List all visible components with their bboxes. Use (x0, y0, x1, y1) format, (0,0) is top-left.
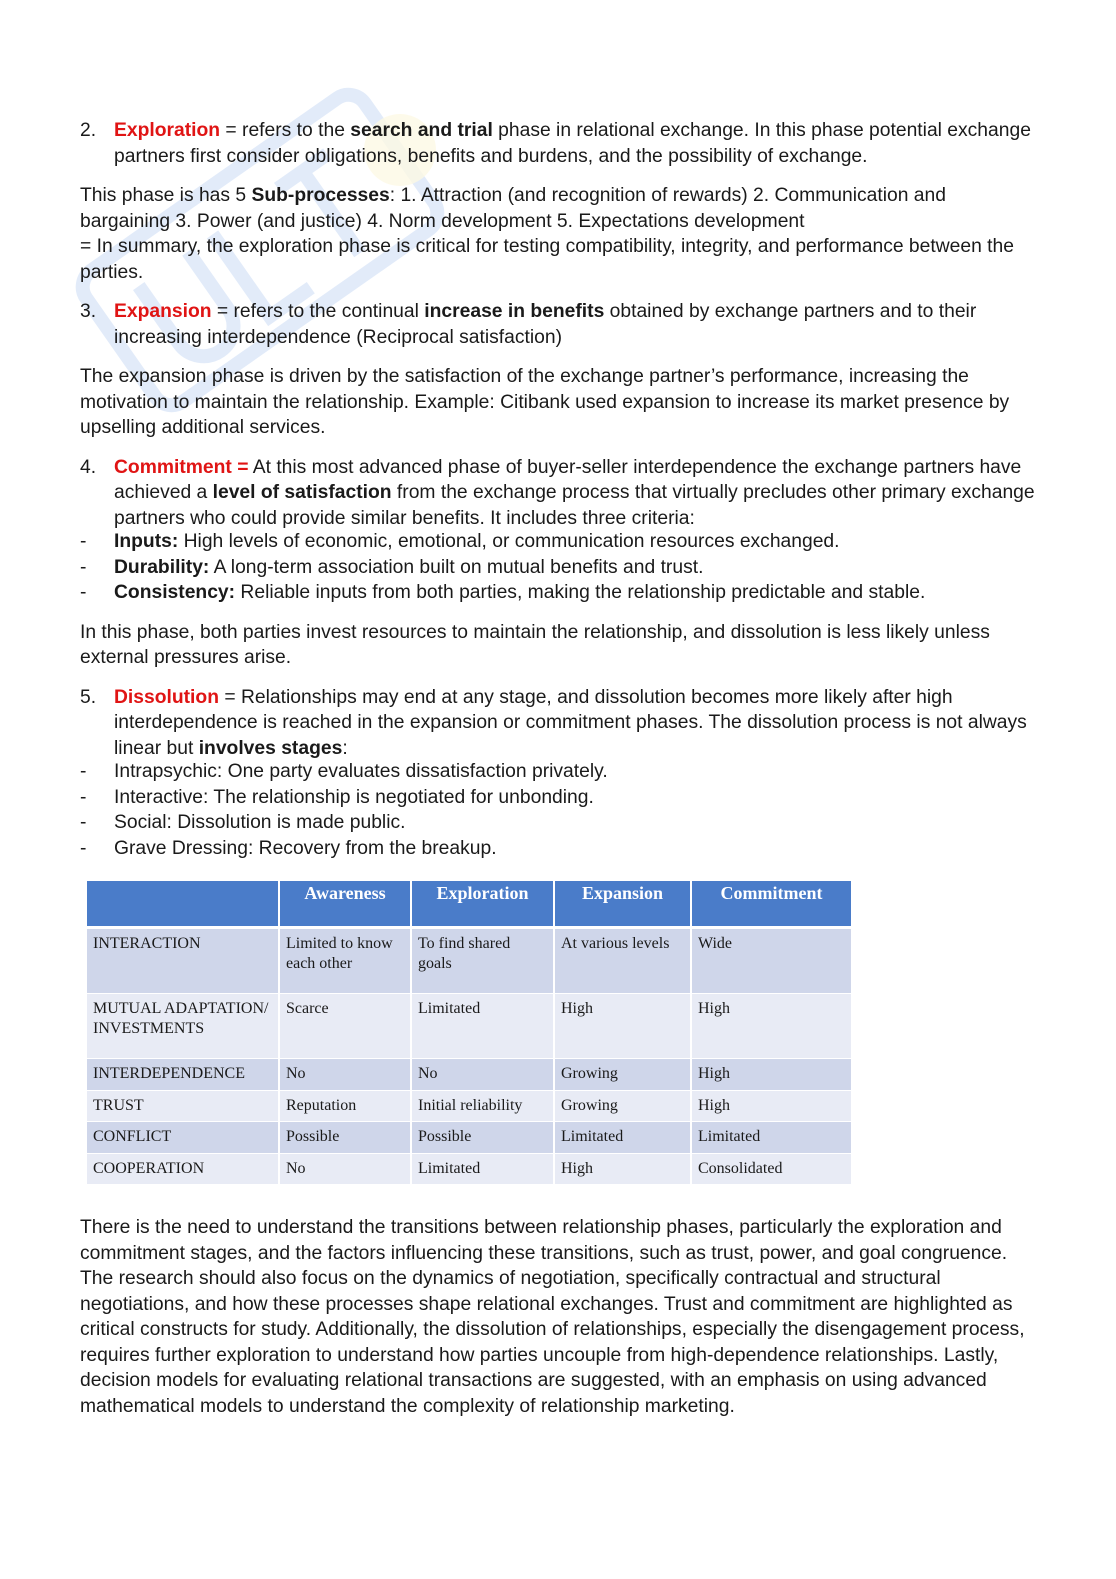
table-row (87, 1059, 852, 1091)
document-body (80, 118, 1040, 1419)
table-cell: Possible (279, 1122, 411, 1154)
table-cell: Limitated (411, 1153, 554, 1185)
table-cell: High (691, 1090, 852, 1122)
text-run: phase in relational exchange. In this phase potential exchange partners first consider obligations, benefits and burdens, and the possibility of exchange. (114, 120, 1031, 167)
bullet-text: A long-term association built on mutual benefits and trust. (209, 556, 704, 578)
text-run: This phase is has 5 (80, 185, 252, 206)
text-run: : 1. Attraction (and recognition of rewards) 2. Communication and bargaining 3. Power (and justice) 4. Norm development 5. Expectations development (80, 185, 946, 232)
list-item-exploration (80, 118, 1040, 169)
text-run: obtained by exchange partners and to their increasing interdependence (Reciprocal satisfaction) (114, 301, 977, 348)
text-run: At this most advanced phase of buyer-seller interdependence the exchange partners have achieved a (114, 456, 1022, 503)
list-item-dissolution (80, 685, 1040, 762)
table-cell: Growing (554, 1059, 691, 1091)
table-cell: INTERDEPENDENCE (87, 1059, 279, 1091)
list-item-text (114, 299, 1040, 350)
table-row (87, 1090, 852, 1122)
bullet-text: Reliable inputs from both parties, making the relationship predictable and stable. (235, 582, 926, 603)
table-row (87, 928, 852, 994)
table-cell: No (279, 1153, 411, 1185)
bullet-text: Intrapsychic: One party evaluates dissatisfaction privately. (114, 761, 608, 782)
table-cell: High (691, 1059, 852, 1091)
paragraph-expansion: The expansion phase is driven by the satisfaction of the exchange partner’s performance, increasing the motivation to maintain the relationship. Example: Citibank used expansion to increase its market presence by upselling additional services. (80, 366, 1010, 438)
table-header-row (87, 881, 852, 928)
table-cell: Limitated (691, 1122, 852, 1154)
bullet-label: Inputs: (114, 531, 179, 552)
table-header-cell: Awareness (279, 881, 411, 928)
table-header-cell: Expansion (554, 881, 691, 928)
table-cell: Consolidated (691, 1153, 852, 1185)
paragraph-commitment: In this phase, both parties invest resources to maintain the relationship, and dissolution is less likely unless external pressures arise. (80, 621, 990, 668)
bold-run: involves stages (198, 737, 343, 759)
table-cell: Wide (691, 928, 852, 994)
bullet-text: Grave Dressing: Recovery from the breakup. (114, 837, 497, 859)
dissolution-stages-list (80, 759, 1040, 861)
bullet-text: High levels of economic, emotional, or communication resources exchanged. (178, 531, 840, 552)
table-cell: Growing (554, 1090, 691, 1122)
table-cell: No (279, 1059, 411, 1091)
table-cell: Possible (411, 1122, 554, 1154)
list-item: - Inputs: High levels of economic, emotional, or communication resources exchanged. (80, 531, 840, 552)
text-run: = Relationships may end at any stage, and dissolution becomes more likely after high interdependence is reached in the expansion or commitment phases. The dissolution process is not always linear but (114, 686, 1027, 759)
commitment-criteria-list (80, 529, 1040, 606)
list-item-text (114, 685, 1040, 762)
bullet-text: Social: Dissolution is made public. (114, 812, 406, 833)
list-item-text (114, 118, 1040, 169)
bullet-label: Durability: (114, 556, 210, 578)
paragraph-subprocesses (80, 183, 1040, 285)
term-commitment: Commitment = (114, 456, 249, 478)
term-exploration: Exploration (114, 120, 221, 141)
bullet-label: Consistency: (114, 582, 236, 603)
table-cell: COOPERATION (87, 1153, 279, 1185)
list-item-expansion (80, 299, 1040, 350)
table-header-cell: Commitment (691, 881, 852, 928)
table-cell: Limitated (554, 1122, 691, 1154)
text-run: = refers to the (220, 120, 351, 141)
term-expansion: Expansion (114, 301, 212, 322)
table-cell: No (411, 1059, 554, 1091)
list-item: - Consistency: Reliable inputs from both parties, making the relationship predictable and stable. (80, 582, 926, 603)
relationship-phases-table (87, 881, 853, 1185)
bold-run: search and trial (350, 120, 493, 141)
paragraph-conclusion: There is the need to understand the transitions between relationship phases, particularly the exploration and commitment stages, and the factors influencing these transitions, such as trust, power, and goal congruence. The research should also focus on the dynamics of negotiation, specifically contractual and structural negotiations, and how these processes shape relational exchanges. Trust and commitment are highlighted as critical constructs for study. Additionally, the dissolution of relationships, especially the disengagement process, requires further exploration to understand how parties uncouple from high-dependence relationships. Lastly, decision models for evaluating relational transactions are suggested, with an emphasis on using advanced mathematical models to understand the complexity of relationship marketing. (80, 1217, 1025, 1417)
table-header-cell (87, 881, 279, 928)
table-cell: Initial reliability (411, 1090, 554, 1122)
bullet-text: Interactive: The relationship is negotiated for unbonding. (114, 786, 594, 808)
list-item: - Intrapsychic: One party evaluates dissatisfaction privately. (80, 759, 1040, 785)
bold-run: increase in benefits (424, 301, 605, 322)
list-number: 2. (80, 120, 97, 141)
text-run: = In summary, the exploration phase is critical for testing compatibility, integrity, and performance between the parties. (80, 236, 1014, 283)
table-cell: Reputation (279, 1090, 411, 1122)
list-number: 5. (80, 686, 97, 708)
table-cell: To find shared goals (411, 928, 554, 994)
term-dissolution: Dissolution (114, 686, 219, 708)
table-cell: INTERACTION (87, 928, 279, 994)
table-cell: High (554, 994, 691, 1059)
table-header-cell: Exploration (411, 881, 554, 928)
table-row (87, 1122, 852, 1154)
table-cell: CONFLICT (87, 1122, 279, 1154)
bold-run: Sub-processes (251, 185, 390, 206)
table-row (87, 1153, 852, 1185)
table-cell: Limited to know each other (279, 928, 411, 994)
table-cell: High (554, 1153, 691, 1185)
table-cell: Limitated (411, 994, 554, 1059)
bold-run: level of satisfaction (212, 482, 392, 503)
text-run: from the exchange process that virtually precludes other primary exchange partners who could provide similar benefits. It includes three criteria: (114, 482, 1035, 529)
list-item: - Durability: A long-term association built on mutual benefits and trust. (80, 556, 704, 578)
list-item: - Social: Dissolution is made public. (80, 810, 1040, 836)
list-item-text (114, 455, 1040, 532)
table-cell: MUTUAL ADAPTATION/ INVESTMENTS (87, 994, 279, 1059)
list-item-commitment (80, 455, 1040, 532)
list-item: - Grave Dressing: Recovery from the breakup. (80, 836, 1040, 862)
text-run: : (342, 737, 348, 759)
list-number: 4. (80, 456, 97, 478)
text-run: = refers to the continual (211, 301, 425, 322)
table-cell: TRUST (87, 1090, 279, 1122)
list-item: - Interactive: The relationship is negotiated for unbonding. (80, 785, 1040, 811)
list-number: 3. (80, 301, 97, 322)
table-cell: Scarce (279, 994, 411, 1059)
table-row (87, 994, 852, 1059)
table-cell: High (691, 994, 852, 1059)
table-cell: At various levels (554, 928, 691, 994)
